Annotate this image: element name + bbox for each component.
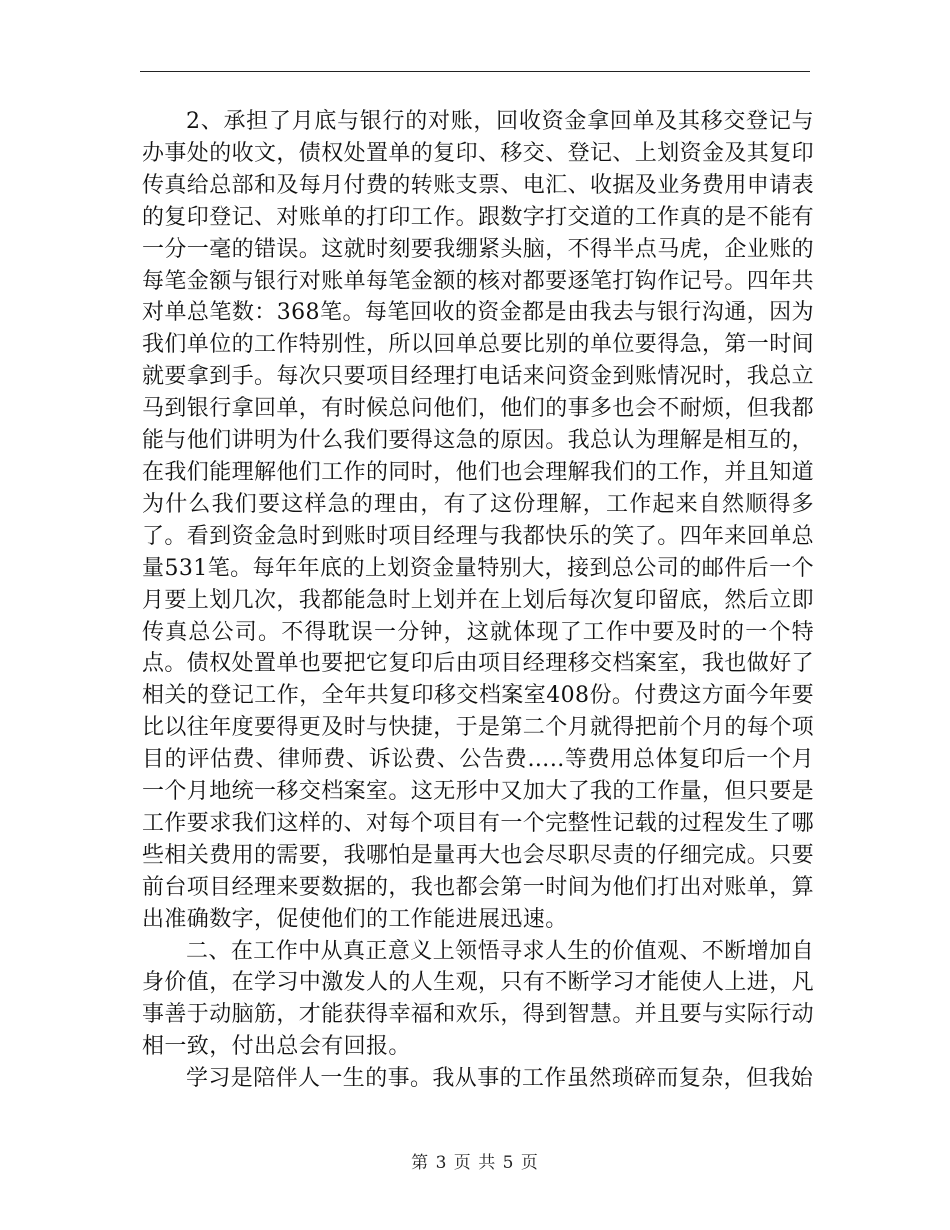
header-rule — [140, 71, 810, 72]
paragraph-values: 二、在工作中从真正意义上领悟寻求人生的价值观、不断增加自身价值，在学习中激发人的人生观，只有不断学习才能使人上进，凡事善于动脑筋，才能获得幸福和欢乐，得到智慧。并且要与实际行动相一致，付出总会有回报。 — [142, 938, 815, 1060]
paragraph-reconciliation: 2、承担了月底与银行的对账，回收资金拿回单及其移交登记与办事处的收文，债权处置单的复印、移交、登记、上划资金及其复印传真给总部和及每月付费的转账支票、电汇、收据及业务费用申请表的复印登记、对账单的打印工作。跟数字打交道的工作真的是不能有一分一毫的错误。这就时刻要我绷紧头脑，不得半点马虎，企业账的每笔金额与银行对账单每笔金额的核对都要逐笔打钩作记号。四年共对单总笔数：368笔。每笔回收的资金都是由我去与银行沟通，因为我们单位的工作特别性，所以回单总要比别的单位要得急，第一时间就要拿到手。每次只要项目经理打电话来问资金到账情况时，我总立马到银行拿回单，有时候总问他们，他们的事多也会不耐烦，但我都能与他们讲明为什么我们要得这急的原因。我总认为理解是相互的，在我们能理解他们工作的同时，他们也会理解我们的工作，并且知道为什么我们要这样急的理由，有了这份理解，工作起来自然顺得多了。看到资金急时到账时项目经理与我都快乐的笑了。四年来回单总量531笔。每年年底的上划资金量特别大，接到总公司的邮件后一个月要上划几次，我都能急时上划并在上划后每次复印留底，然后立即传真总公司。不得耽误一分钟，这就体现了工作中要及时的一个特点。债权处置单也要把它复印后由项目经理移交档案室，我也做好了相关的登记工作，全年共复印移交档案室408份。付费这方面今年要比以往年度要得更及时与快捷，于是第二个月就得把前个月的每个项目的评估费、律师费、诉讼费、公告费…..等费用总体复印后一个月一个月地统一移交档案室。这无形中又加大了我的工作量，但只要是工作要求我们这样的、对每个项目有一个完整性记载的过程发生了哪些相关费用的需要，我哪怕是量再大也会尽职尽责的仔细完成。只要前台项目经理来要数据的，我也都会第一时间为他们打出对账单，算出准确数字，促使他们的工作能进展迅速。 — [142, 109, 815, 932]
paragraph-learning: 学习是陪伴人一生的事。我从事的工作虽然琐碎而复杂，但我始 — [186, 1066, 814, 1092]
page-footer: 第 3 页 共 5 页 — [411, 1153, 539, 1173]
document-body — [142, 106, 814, 1095]
